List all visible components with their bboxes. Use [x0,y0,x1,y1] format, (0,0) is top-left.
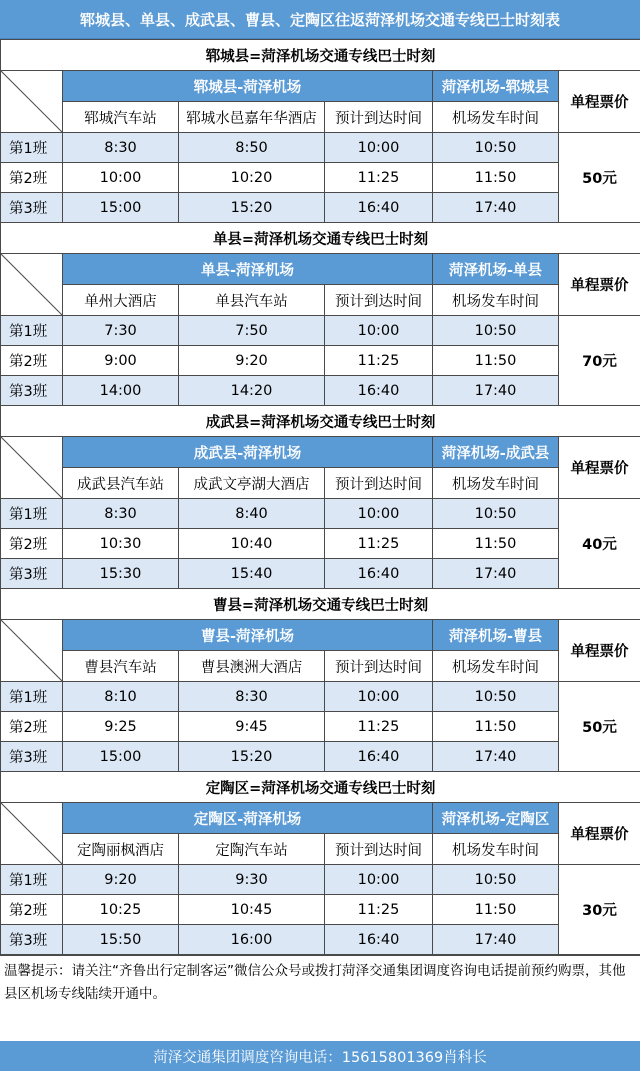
stop-2-time: 9:20 [179,346,325,376]
departure-header: 机场发车时间 [433,651,559,682]
price-value: 40元 [559,499,640,589]
diagonal-line-icon [1,71,62,132]
arrival-time: 16:40 [325,193,433,223]
table-row [1,742,640,772]
stop-1-time: 8:30 [63,133,179,163]
table-row [1,712,640,742]
price-value: 50元 [559,682,640,772]
departure-time: 11:50 [433,895,559,925]
diagonal-line-icon [1,803,62,864]
stop-2-header: 曹县澳洲大酒店 [179,651,325,682]
arrival-header: 预计到达时间 [325,468,433,499]
route-header-row [1,620,640,651]
section-title: 定陶区=菏泽机场交通专线巴士时刻 [1,772,640,803]
departure-time: 17:40 [433,376,559,406]
stop-1-time: 10:30 [63,529,179,559]
trip-label: 第1班 [1,133,63,163]
schedule-table [0,39,640,955]
stop-2-time: 10:45 [179,895,325,925]
section-title-row [1,40,640,71]
trip-label: 第1班 [1,316,63,346]
trip-label: 第3班 [1,193,63,223]
route-header-row [1,803,640,834]
stop-1-time: 9:25 [63,712,179,742]
departure-header: 机场发车时间 [433,285,559,316]
notice-text: 温馨提示：请关注“齐鲁出行定制客运”微信公众号或拨打菏泽交通集团调度咨询电话提前预约购票，其他县区机场专线陆续开通中。 [0,955,640,1010]
route-to-airport: 定陶区-菏泽机场 [63,803,433,834]
stop-2-header: 定陶汽车站 [179,834,325,865]
table-row [1,895,640,925]
stop-1-header: 曹县汽车站 [63,651,179,682]
stop-2-time: 15:20 [179,742,325,772]
stop-2-time: 9:45 [179,712,325,742]
table-row [1,346,640,376]
departure-time: 17:40 [433,193,559,223]
departure-time: 10:50 [433,865,559,895]
stop-header-row [1,651,640,682]
arrival-time: 11:25 [325,346,433,376]
arrival-time: 11:25 [325,712,433,742]
departure-time: 10:50 [433,499,559,529]
section-title-row [1,223,640,254]
stop-1-time: 15:00 [63,742,179,772]
stop-2-time: 10:40 [179,529,325,559]
departure-time: 10:50 [433,133,559,163]
diagonal-corner-cell [1,620,63,682]
section-title-row [1,406,640,437]
table-row [1,193,640,223]
stop-2-time: 8:30 [179,682,325,712]
price-header: 单程票价 [559,620,640,682]
price-header: 单程票价 [559,254,640,316]
table-row [1,559,640,589]
table-row [1,529,640,559]
trip-label: 第3班 [1,559,63,589]
section-title: 曹县=菏泽机场交通专线巴士时刻 [1,589,640,620]
departure-time: 11:50 [433,163,559,193]
section-title-row [1,772,640,803]
stop-1-time: 8:10 [63,682,179,712]
stop-2-time: 8:50 [179,133,325,163]
diagonal-corner-cell [1,803,63,865]
arrival-time: 10:00 [325,865,433,895]
table-row [1,133,640,163]
arrival-header: 预计到达时间 [325,834,433,865]
arrival-time: 10:00 [325,682,433,712]
stop-header-row [1,834,640,865]
stop-2-time: 15:40 [179,559,325,589]
arrival-time: 16:40 [325,742,433,772]
stop-header-row [1,102,640,133]
diagonal-corner-cell [1,71,63,133]
departure-header: 机场发车时间 [433,468,559,499]
route-to-airport: 成武县-菏泽机场 [63,437,433,468]
contact-bar: 菏泽交通集团调度咨询电话：15615801369肖科长 [0,1041,640,1071]
arrival-time: 10:00 [325,133,433,163]
stop-1-header: 定陶丽枫酒店 [63,834,179,865]
arrival-time: 16:40 [325,925,433,955]
route-to-airport: 郓城县-菏泽机场 [63,71,433,102]
route-header-row [1,71,640,102]
section-title-row [1,589,640,620]
stop-1-header: 成武县汽车站 [63,468,179,499]
trip-label: 第1班 [1,865,63,895]
price-header: 单程票价 [559,437,640,499]
stop-1-header: 郓城汽车站 [63,102,179,133]
departure-time: 11:50 [433,346,559,376]
trip-label: 第1班 [1,499,63,529]
stop-2-time: 16:00 [179,925,325,955]
trip-label: 第3班 [1,376,63,406]
trip-label: 第2班 [1,895,63,925]
arrival-time: 11:25 [325,895,433,925]
stop-1-time: 10:00 [63,163,179,193]
section-title: 单县=菏泽机场交通专线巴士时刻 [1,223,640,254]
price-value: 70元 [559,316,640,406]
stop-2-header: 成武文亭湖大酒店 [179,468,325,499]
arrival-time: 16:40 [325,559,433,589]
stop-1-time: 10:25 [63,895,179,925]
route-from-airport: 菏泽机场-郓城县 [433,71,559,102]
section-title: 成武县=菏泽机场交通专线巴士时刻 [1,406,640,437]
departure-header: 机场发车时间 [433,102,559,133]
price-header: 单程票价 [559,71,640,133]
trip-label: 第2班 [1,712,63,742]
route-to-airport: 单县-菏泽机场 [63,254,433,285]
stop-2-time: 8:40 [179,499,325,529]
section-title: 郓城县=菏泽机场交通专线巴士时刻 [1,40,640,71]
table-row [1,316,640,346]
stop-1-time: 9:20 [63,865,179,895]
departure-time: 17:40 [433,742,559,772]
trip-label: 第1班 [1,682,63,712]
stop-1-time: 7:30 [63,316,179,346]
arrival-time: 11:25 [325,529,433,559]
trip-label: 第2班 [1,346,63,376]
price-value: 50元 [559,133,640,223]
route-from-airport: 菏泽机场-单县 [433,254,559,285]
arrival-header: 预计到达时间 [325,102,433,133]
page-title: 郓城县、单县、成武县、曹县、定陶区往返菏泽机场交通专线巴士时刻表 [0,0,640,39]
table-row [1,865,640,895]
trip-label: 第3班 [1,925,63,955]
price-value: 30元 [559,865,640,955]
stop-2-time: 14:20 [179,376,325,406]
departure-time: 10:50 [433,316,559,346]
trip-label: 第3班 [1,742,63,772]
stop-header-row [1,468,640,499]
stop-2-header: 郓城水邑嘉年华酒店 [179,102,325,133]
stop-header-row [1,285,640,316]
route-header-row [1,437,640,468]
arrival-time: 11:25 [325,163,433,193]
diagonal-line-icon [1,620,62,681]
stop-1-header: 单州大酒店 [63,285,179,316]
route-from-airport: 菏泽机场-成武县 [433,437,559,468]
trip-label: 第2班 [1,163,63,193]
departure-header: 机场发车时间 [433,834,559,865]
arrival-header: 预计到达时间 [325,651,433,682]
stop-2-header: 单县汽车站 [179,285,325,316]
arrival-time: 10:00 [325,499,433,529]
stop-2-time: 7:50 [179,316,325,346]
arrival-time: 16:40 [325,376,433,406]
stop-1-time: 9:00 [63,346,179,376]
departure-time: 11:50 [433,712,559,742]
diagonal-corner-cell [1,254,63,316]
diagonal-corner-cell [1,437,63,499]
stop-1-time: 15:50 [63,925,179,955]
trip-label: 第2班 [1,529,63,559]
departure-time: 17:40 [433,925,559,955]
stop-2-time: 9:30 [179,865,325,895]
diagonal-line-icon [1,254,62,315]
route-header-row [1,254,640,285]
route-from-airport: 菏泽机场-定陶区 [433,803,559,834]
stop-1-time: 15:30 [63,559,179,589]
stop-2-time: 15:20 [179,193,325,223]
route-to-airport: 曹县-菏泽机场 [63,620,433,651]
table-row [1,163,640,193]
table-row [1,376,640,406]
departure-time: 11:50 [433,529,559,559]
departure-time: 10:50 [433,682,559,712]
price-header: 单程票价 [559,803,640,865]
stop-1-time: 14:00 [63,376,179,406]
route-from-airport: 菏泽机场-曹县 [433,620,559,651]
table-row [1,925,640,955]
stop-2-time: 10:20 [179,163,325,193]
table-row [1,682,640,712]
arrival-header: 预计到达时间 [325,285,433,316]
diagonal-line-icon [1,437,62,498]
arrival-time: 10:00 [325,316,433,346]
departure-time: 17:40 [433,559,559,589]
stop-1-time: 8:30 [63,499,179,529]
stop-1-time: 15:00 [63,193,179,223]
table-row [1,499,640,529]
